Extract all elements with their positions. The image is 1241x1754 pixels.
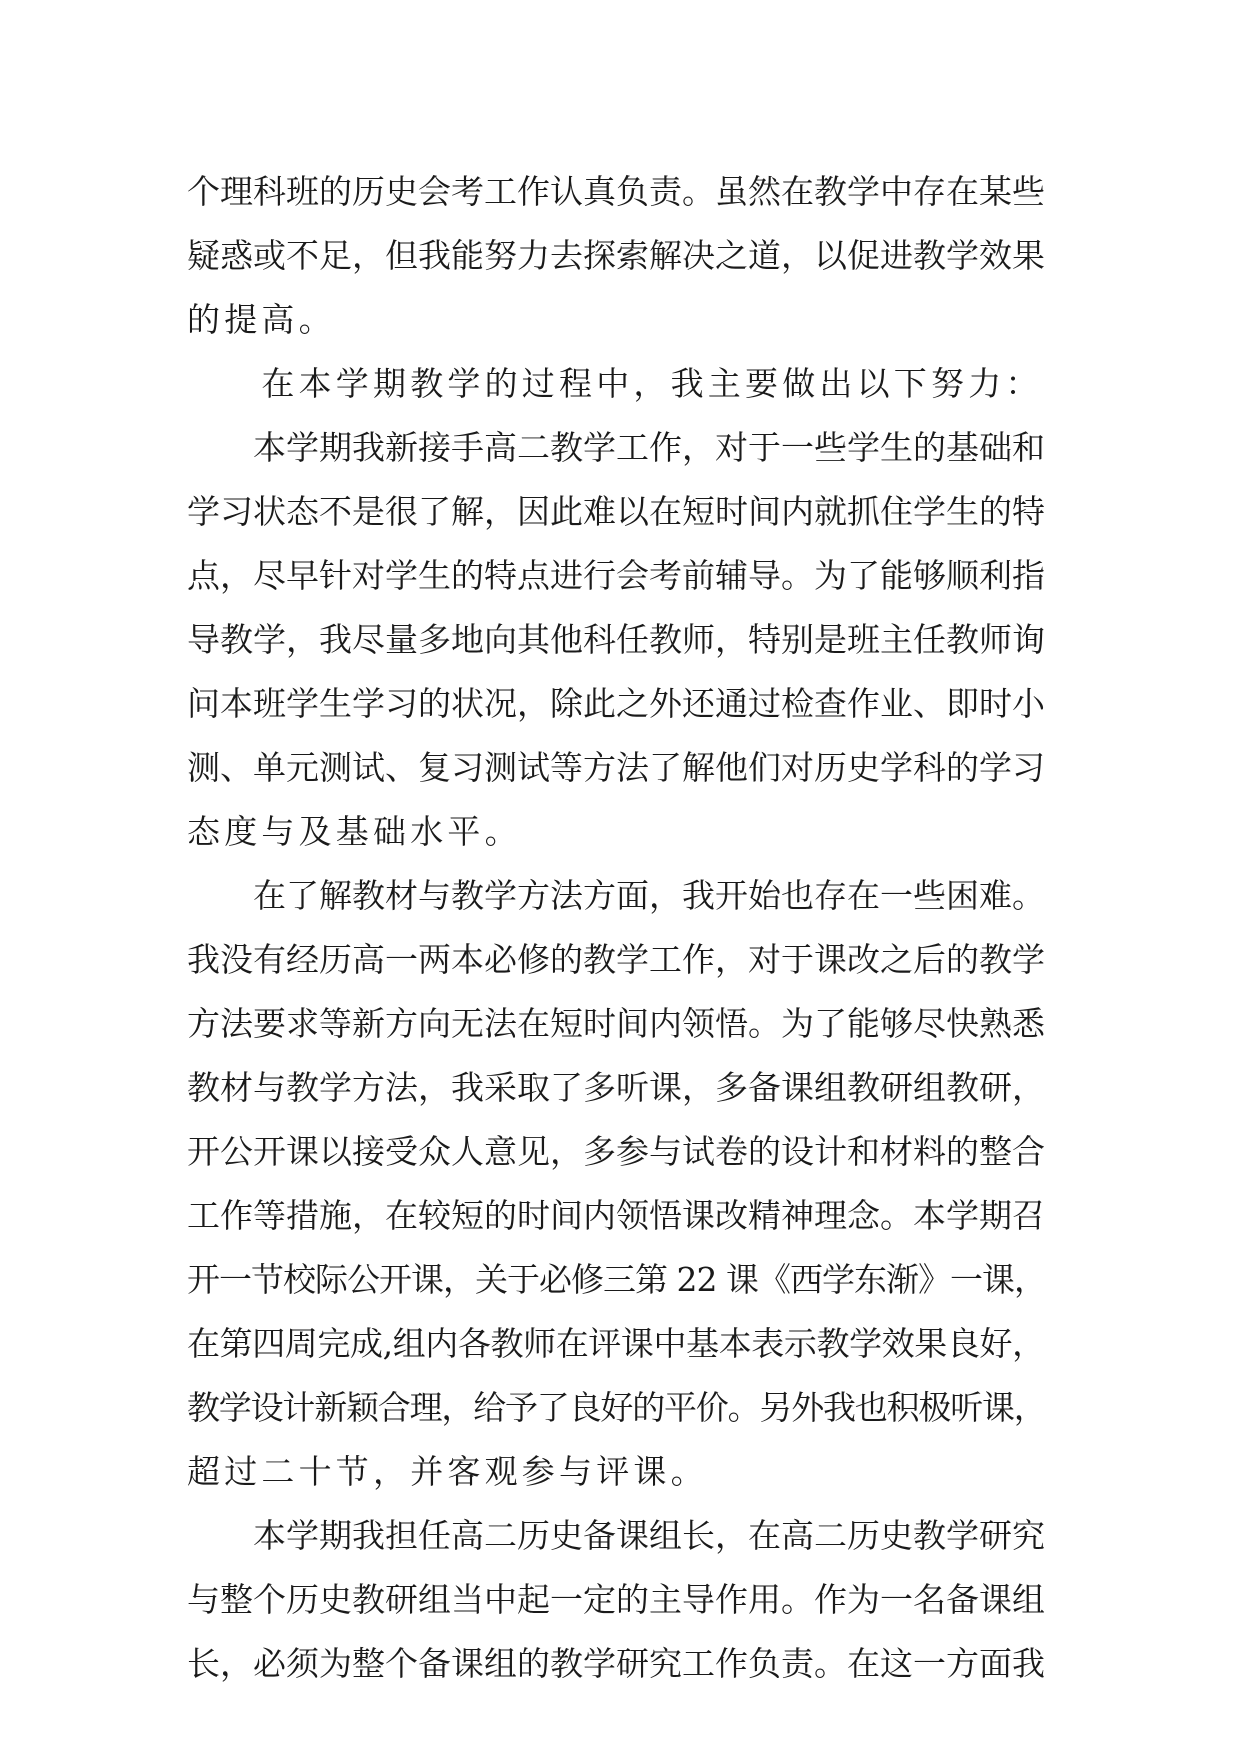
text-line: 方法要求等新方向无法在短时间内领悟。为了能够尽快熟悉: [187, 1004, 1045, 1043]
text-line: 在第四周完成,组内各教师在评课中基本表示教学效果良好，: [187, 1324, 1045, 1363]
text-line: 开一节校际公开课，关于必修三第 22 课《西学东渐》一课，: [187, 1260, 1046, 1299]
text-line: 测、单元测试、复习测试等方法了解他们对历史学科的学习: [187, 748, 1045, 787]
text-line: 态度与及基础水平。: [187, 812, 522, 851]
text-line: 在了解教材与教学方法方面，我开始也存在一些困难。: [187, 876, 1045, 915]
text-line: 个理科班的历史会考工作认真负责。虽然在教学中存在某些: [187, 172, 1045, 211]
text-line: 在本学期教学的过程中，我主要做出以下努力：: [187, 364, 1043, 403]
text-line: 导教学，我尽量多地向其他科任教师，特别是班主任教师询: [187, 620, 1045, 659]
text-line: 工作等措施，在较短的时间内领悟课改精神理念。本学期召: [187, 1196, 1045, 1235]
text-line: 与整个历史教研组当中起一定的主导作用。作为一名备课组: [187, 1580, 1045, 1619]
text-line: 教材与教学方法，我采取了多听课，多备课组教研组教研，: [187, 1068, 1045, 1107]
text-line: 本学期我担任高二历史备课组长，在高二历史教学研究: [187, 1516, 1045, 1555]
text-line: 教学设计新颖合理，给予了良好的平价。另外我也积极听课，: [187, 1388, 1046, 1427]
text-line: 超过二十节，并客观参与评课。: [187, 1452, 708, 1491]
text-line: 长，必须为整个备课组的教学研究工作负责。在这一方面我: [187, 1644, 1045, 1683]
text-line: 本学期我新接手高二教学工作，对于一些学生的基础和: [187, 428, 1045, 467]
text-line: 疑惑或不足，但我能努力去探索解决之道，以促进教学效果: [187, 236, 1045, 275]
text-line: 开公开课以接受众人意见，多参与试卷的设计和材料的整合: [187, 1132, 1045, 1171]
text-line: 我没有经历高一两本必修的教学工作，对于课改之后的教学: [187, 940, 1045, 979]
text-line: 学习状态不是很了解，因此难以在短时间内就抓住学生的特: [187, 492, 1045, 531]
text-line: 点，尽早针对学生的特点进行会考前辅导。为了能够顺利指: [187, 556, 1045, 595]
text-line: 问本班学生学习的状况，除此之外还通过检查作业、即时小: [187, 684, 1045, 723]
body-text: [187, 160, 1047, 1696]
text-line: 的提高。: [187, 300, 336, 339]
